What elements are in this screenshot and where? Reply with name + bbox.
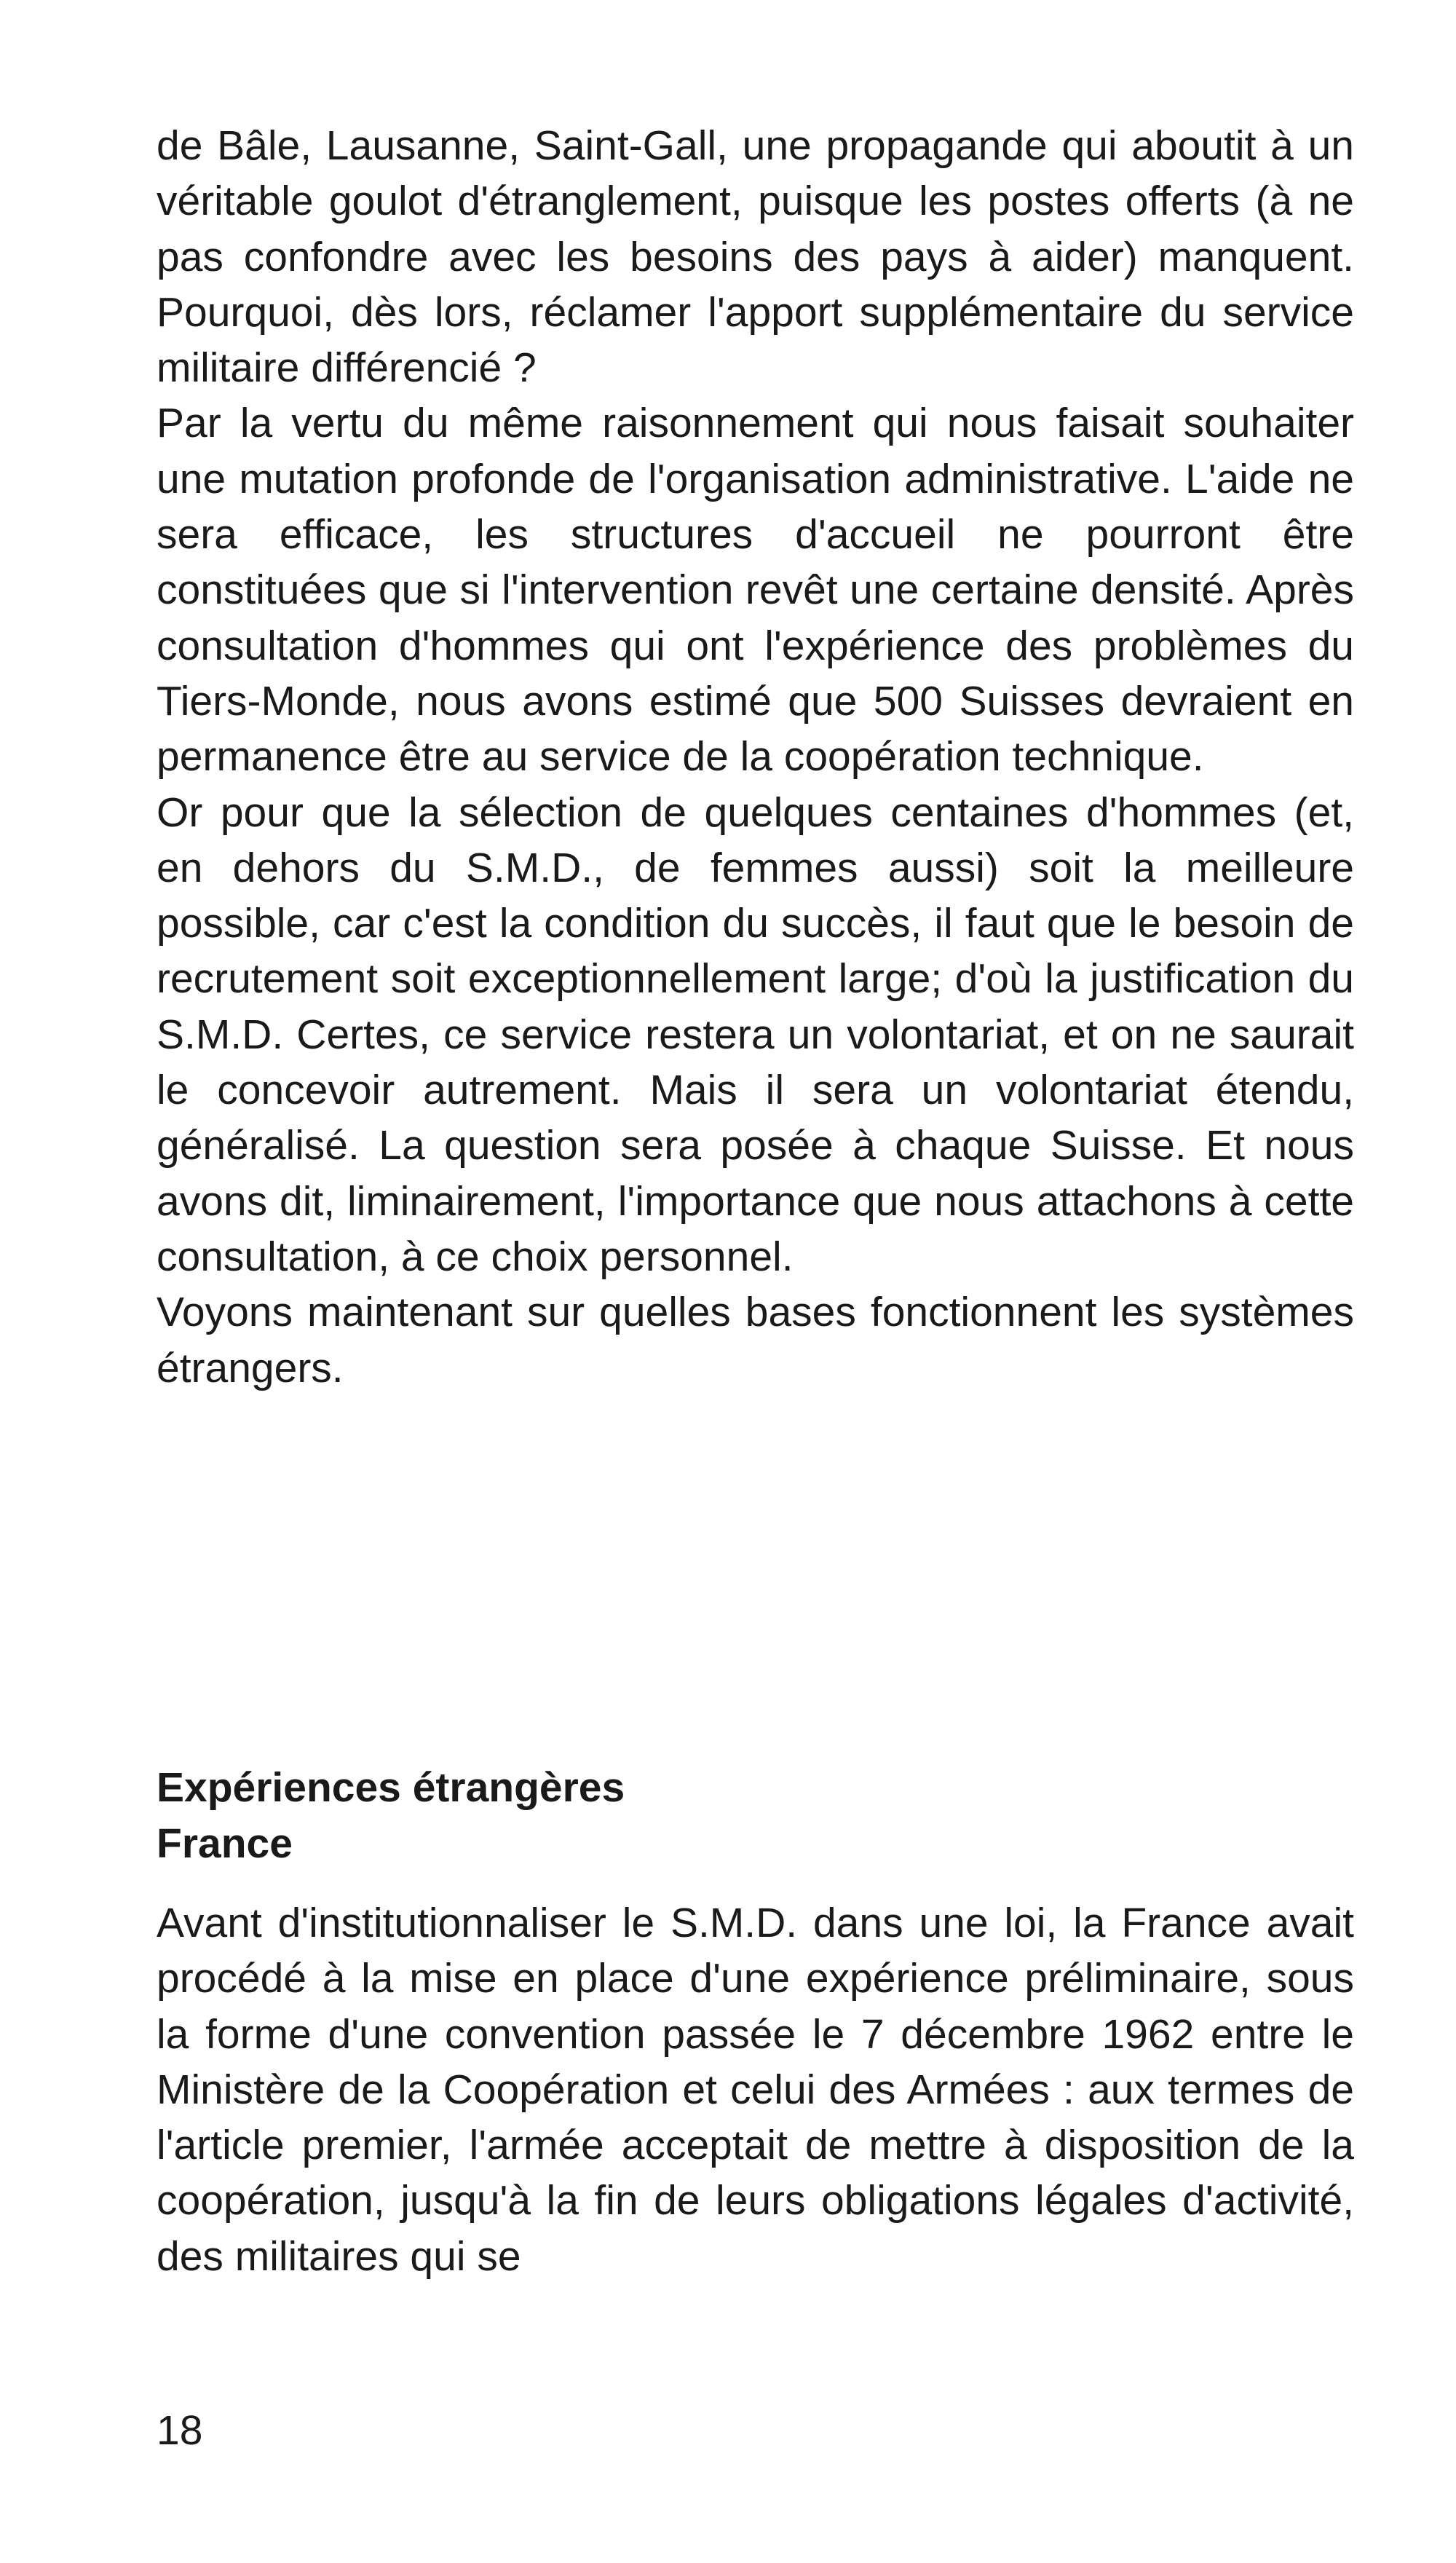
section-body <box>157 1895 1354 2284</box>
paragraph: Or pour que la sélection de quelques centaines d'hommes (et, en dehors du S.M.D., de femmes aussi) soit la meilleure possible, car c'est la condition du succès, il faut que le besoin de recrutement soit exceptionnellement large; d'où la justification du S.M.D. Certes, ce service restera un volontariat, et on ne saurait le concevoir autrement. Mais il sera un volontariat étendu, généralisé. La question sera posée à chaque Suisse. Et nous avons dit, liminairement, l'importance que nous attachons à cette consultation, à ce choix personnel. <box>157 789 1354 1280</box>
paragraph: Par la vertu du même raisonnement qui nous faisait souhaiter une mutation profonde de l'organisation administrative. L'aide ne sera efficace, les structures d'accueil ne pourront être constituées que si l'intervention revêt une certaine densité. Après consultation d'hommes qui ont l'expérience des problèmes du Tiers-Monde, nous avons estimé que 500 Suisses devraient en permanence être au service de la coopération technique. <box>157 400 1354 781</box>
paragraph: Voyons maintenant sur quelles bases fonctionnent les systèmes étrangers. <box>157 1289 1354 1391</box>
section-headings <box>157 1760 1354 1872</box>
section-heading: Expériences étrangères <box>157 1764 625 1811</box>
page-number: 18 <box>157 2407 203 2454</box>
subsection-heading: France <box>157 1820 293 1867</box>
body-text <box>157 118 1354 1396</box>
paragraph: Avant d'institutionnaliser le S.M.D. dans une loi, la France avait procédé à la mise en place d'une expérience préliminaire, sous la forme d'une convention passée le 7 décembre 1962 entre le Ministère de la Coopération et celui des Armées : aux termes de l'article premier, l'armée acceptait de mettre à disposition de la coopération, jusqu'à la fin de leurs obligations légales d'activité, des militaires qui se <box>157 1900 1354 2280</box>
paragraph: de Bâle, Lausanne, Saint-Gall, une propagande qui aboutit à un véritable goulot d'étranglement, puisque les postes offerts (à ne pas confondre avec les besoins des pays à aider) manquent. Pourquoi, dès lors, réclamer l'apport supplémentaire du service militaire différencié ? <box>157 122 1354 392</box>
